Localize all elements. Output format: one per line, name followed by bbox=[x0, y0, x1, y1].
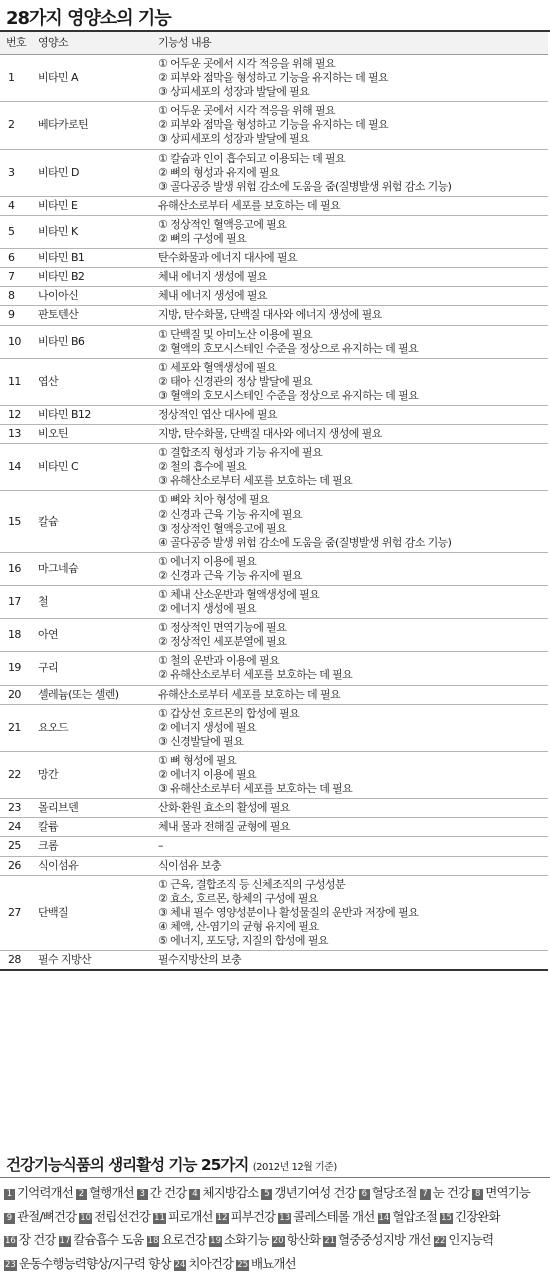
function-item bbox=[79, 1209, 150, 1224]
function-line: 체내 물과 전해질 균형에 필요 bbox=[158, 820, 290, 834]
function-line: ① 갑상선 호르몬의 합성에 필요 bbox=[158, 706, 300, 720]
function-label: 소화기능 bbox=[223, 1232, 269, 1247]
table-row bbox=[0, 268, 548, 287]
function-line: ① 정상적인 면역기능에 필요 bbox=[158, 621, 287, 635]
function-label: 갱년기여성 건강 bbox=[274, 1185, 356, 1200]
row-number: 6 bbox=[0, 249, 32, 268]
table-row bbox=[0, 652, 548, 685]
function-line: ① 결합조직 형성과 기능 유지에 필요 bbox=[158, 446, 323, 460]
function-line: ③ 혈액의 호모시스테인 수준을 정상으로 유지하는 데 필요 bbox=[158, 388, 419, 402]
function-number-badge: 18 bbox=[147, 1236, 159, 1246]
function-line: ② 혈액의 호모시스테인 수준을 정상으로 유지하는 데 필요 bbox=[158, 341, 419, 355]
table-row bbox=[0, 704, 548, 751]
row-number: 21 bbox=[0, 704, 32, 751]
function-label: 혈당조절 bbox=[371, 1185, 417, 1200]
table-row bbox=[0, 249, 548, 268]
function-line: ② 신경과 근육 기능 유지에 필요 bbox=[158, 568, 303, 582]
function-cell bbox=[158, 704, 548, 751]
row-number: 15 bbox=[0, 491, 32, 552]
function-number-badge: 1 bbox=[4, 1189, 15, 1200]
function-label: 긴장완화 bbox=[454, 1208, 500, 1224]
function-item bbox=[147, 1232, 207, 1247]
function-line: ③ 신경발달에 필요 bbox=[158, 734, 244, 748]
function-line: ③ 유해산소로부터 세포를 보호하는 데 필요 bbox=[158, 474, 353, 488]
function-line: ① 단백질 및 아미노산 이용에 필요 bbox=[158, 327, 313, 341]
table-row bbox=[0, 444, 548, 491]
function-line: ④ 체액, 산-염기의 균형 유지에 필요 bbox=[158, 919, 319, 933]
nutrient-name: 구리 bbox=[32, 652, 158, 685]
row-number: 1 bbox=[0, 55, 32, 102]
function-cell bbox=[158, 837, 548, 856]
nutrient-name: 아연 bbox=[32, 619, 158, 652]
table-row bbox=[0, 325, 548, 358]
row-number: 2 bbox=[0, 102, 32, 149]
function-cell bbox=[158, 652, 548, 685]
function-item bbox=[137, 1185, 187, 1200]
function-line: ② 신경과 근육 기능 유지에 필요 bbox=[158, 507, 303, 521]
function-item bbox=[4, 1256, 171, 1271]
row-number: 9 bbox=[0, 306, 32, 325]
function-line: ① 뼈 형성에 필요 bbox=[158, 753, 237, 767]
function-item bbox=[216, 1209, 276, 1224]
function-number-badge: 19 bbox=[210, 1236, 221, 1246]
function-cell bbox=[158, 268, 548, 287]
nutrient-name: 베타카로틴 bbox=[32, 102, 158, 149]
function-line: – bbox=[158, 839, 163, 853]
function-number-badge: 13 bbox=[279, 1212, 291, 1223]
function-cell bbox=[158, 552, 548, 585]
nutrient-name: 비타민 B1 bbox=[32, 249, 158, 268]
row-number: 23 bbox=[0, 799, 32, 818]
function-item bbox=[59, 1232, 144, 1247]
function-item bbox=[472, 1185, 530, 1200]
function-cell bbox=[158, 491, 548, 552]
function-label: 혈압조절 bbox=[392, 1208, 438, 1224]
function-line: 지방, 탄수화물, 단백질 대사와 에너지 생성에 필요 bbox=[158, 427, 382, 441]
table-row bbox=[0, 799, 548, 818]
function-label: 눈 건강 bbox=[432, 1185, 470, 1200]
function-item bbox=[278, 1209, 374, 1224]
nutrient-name: 셀레늄(또는 셀렌) bbox=[32, 685, 158, 704]
row-number: 26 bbox=[0, 856, 32, 875]
row-number: 7 bbox=[0, 268, 32, 287]
table-row bbox=[0, 818, 548, 837]
row-number: 19 bbox=[0, 652, 32, 685]
function-number-badge: 10 bbox=[80, 1212, 92, 1223]
row-number: 13 bbox=[0, 425, 32, 444]
function-label: 피부건강 bbox=[230, 1208, 276, 1224]
table-row bbox=[0, 149, 548, 196]
table-row bbox=[0, 306, 548, 325]
nutrient-name: 크롬 bbox=[32, 837, 158, 856]
table-row bbox=[0, 951, 548, 971]
nutrient-name: 엽산 bbox=[32, 358, 158, 405]
nutrient-name: 비타민 D bbox=[32, 149, 158, 196]
section2-title bbox=[6, 1153, 337, 1175]
nutrient-name: 비타민 A bbox=[32, 55, 158, 102]
function-line: 산화·환원 효소의 활성에 필요 bbox=[158, 801, 290, 815]
function-cell bbox=[158, 306, 548, 325]
function-number-badge: 15 bbox=[441, 1212, 452, 1223]
table-row bbox=[0, 287, 548, 306]
function-line: ① 어두운 곳에서 시각 적응을 위해 필요 bbox=[158, 57, 336, 70]
function-line: ① 근육, 결합조직 등 신체조직의 구성성분 bbox=[158, 877, 346, 891]
function-line: ② 에너지 생성에 필요 bbox=[158, 602, 257, 616]
section2-divider bbox=[0, 1177, 550, 1178]
nutrient-name: 망간 bbox=[32, 751, 158, 798]
function-line: ③ 체내 필수 영양성분이나 활성물질의 운반과 저장에 필요 bbox=[158, 905, 419, 919]
function-number-badge: 3 bbox=[137, 1189, 148, 1200]
table-header-row bbox=[0, 32, 548, 55]
table-row bbox=[0, 196, 548, 215]
function-cell bbox=[158, 358, 548, 405]
function-label: 기억력개선 bbox=[17, 1185, 73, 1200]
table-row bbox=[0, 856, 548, 875]
function-number-badge: 5 bbox=[261, 1189, 272, 1200]
row-number: 3 bbox=[0, 149, 32, 196]
table-row bbox=[0, 55, 548, 102]
nutrient-name: 비타민 K bbox=[32, 215, 158, 248]
nutrient-name: 마그네슘 bbox=[32, 552, 158, 585]
function-number-badge: 22 bbox=[434, 1236, 446, 1246]
function-cell bbox=[158, 818, 548, 837]
row-number: 22 bbox=[0, 751, 32, 798]
function-number-badge: 12 bbox=[216, 1212, 228, 1223]
header-name: 영양소 bbox=[32, 32, 158, 55]
row-number: 17 bbox=[0, 586, 32, 619]
function-line: ② 철의 흡수에 필요 bbox=[158, 460, 247, 474]
function-number-badge: 8 bbox=[472, 1189, 483, 1200]
function-cell bbox=[158, 196, 548, 215]
function-line: ② 뼈의 구성에 필요 bbox=[158, 232, 247, 246]
nutrient-name: 철 bbox=[32, 586, 158, 619]
nutrient-name: 판토텐산 bbox=[32, 306, 158, 325]
function-cell bbox=[158, 619, 548, 652]
function-line: 탄수화물과 에너지 대사에 필요 bbox=[158, 251, 298, 265]
nutrient-name: 비타민 B6 bbox=[32, 325, 158, 358]
row-number: 12 bbox=[0, 405, 32, 424]
function-line: 식이섬유 보충 bbox=[158, 858, 222, 872]
nutrient-name: 식이섬유 bbox=[32, 856, 158, 875]
function-item bbox=[434, 1232, 494, 1247]
function-cell bbox=[158, 799, 548, 818]
function-item bbox=[261, 1185, 355, 1200]
function-label: 칼슘흡수 도움 bbox=[73, 1232, 144, 1247]
row-number: 10 bbox=[0, 325, 32, 358]
function-line: ② 태아 신경관의 정상 발달에 필요 bbox=[158, 374, 313, 388]
nutrient-name: 단백질 bbox=[32, 875, 158, 950]
function-number-badge: 4 bbox=[189, 1189, 200, 1200]
function-label: 간 건강 bbox=[149, 1185, 187, 1200]
function-number-badge: 20 bbox=[272, 1236, 284, 1246]
function-item bbox=[378, 1209, 438, 1224]
function-number-badge: 6 bbox=[359, 1189, 370, 1200]
function-item bbox=[4, 1232, 55, 1247]
section2-heading: 건강기능식품의 생리활성 기능 25가지 bbox=[6, 1156, 249, 1174]
function-line: ② 피부와 점막을 형성하고 기능을 유지하는 데 필요 bbox=[158, 71, 389, 85]
function-item bbox=[236, 1256, 296, 1271]
function-label: 항산화 bbox=[286, 1232, 321, 1247]
nutrient-name: 칼륨 bbox=[32, 818, 158, 837]
function-line: ② 효소, 호르몬, 항체의 구성에 필요 bbox=[158, 891, 318, 905]
function-cell bbox=[158, 425, 548, 444]
function-cell bbox=[158, 325, 548, 358]
table-row bbox=[0, 875, 548, 950]
function-line: ① 철의 운반과 이용에 필요 bbox=[158, 654, 280, 668]
function-item bbox=[4, 1209, 76, 1224]
table-row bbox=[0, 491, 548, 552]
function-line: ① 칼슘과 인이 흡수되고 이용되는 데 필요 bbox=[158, 151, 346, 165]
function-label: 혈중중성지방 개선 bbox=[338, 1232, 431, 1247]
function-line: 필수지방산의 보충 bbox=[158, 953, 242, 967]
function-list bbox=[4, 1181, 548, 1275]
nutrient-name: 필수 지방산 bbox=[32, 951, 158, 971]
function-line: 체내 에너지 생성에 필요 bbox=[158, 270, 267, 284]
row-number: 11 bbox=[0, 358, 32, 405]
function-item bbox=[174, 1256, 234, 1271]
function-number-badge: 17 bbox=[59, 1236, 71, 1246]
function-line: 유해산소로부터 세포를 보호하는 데 필요 bbox=[158, 687, 341, 701]
function-line: 유해산소로부터 세포를 보호하는 데 필요 bbox=[158, 198, 341, 212]
function-number-badge: 7 bbox=[420, 1189, 431, 1200]
function-label: 콜레스테롤 개선 bbox=[293, 1208, 375, 1224]
function-line: ② 에너지 이용에 필요 bbox=[158, 768, 257, 782]
function-item bbox=[420, 1185, 470, 1200]
function-line: ③ 상피세포의 성장과 발달에 필요 bbox=[158, 85, 310, 99]
nutrient-name: 나이아신 bbox=[32, 287, 158, 306]
function-cell bbox=[158, 875, 548, 950]
function-label: 인지능력 bbox=[448, 1232, 494, 1247]
function-label: 배뇨개선 bbox=[251, 1255, 296, 1271]
table-row bbox=[0, 619, 548, 652]
function-line: ② 유해산소로부터 세포를 보호하는 데 필요 bbox=[158, 668, 353, 682]
row-number: 8 bbox=[0, 287, 32, 306]
table-row bbox=[0, 837, 548, 856]
function-line: ① 정상적인 혈액응고에 필요 bbox=[158, 217, 287, 231]
row-number: 4 bbox=[0, 196, 32, 215]
function-item bbox=[323, 1232, 430, 1247]
function-cell bbox=[158, 856, 548, 875]
nutrient-name: 비타민 C bbox=[32, 444, 158, 491]
table-row bbox=[0, 102, 548, 149]
row-number: 24 bbox=[0, 818, 32, 837]
nutrient-name: 비타민 E bbox=[32, 196, 158, 215]
function-line: ③ 골다공증 발생 위험 감소에 도움을 줌(질병발생 위험 감소 기능) bbox=[158, 179, 452, 193]
function-label: 장 건강 bbox=[18, 1232, 56, 1247]
function-item bbox=[359, 1185, 417, 1200]
function-line: ② 뼈의 형성과 유지에 필요 bbox=[158, 165, 280, 179]
nutrient-name: 요오드 bbox=[32, 704, 158, 751]
function-line: ② 에너지 생성에 필요 bbox=[158, 720, 257, 734]
function-cell bbox=[158, 405, 548, 424]
nutrient-name: 비타민 B12 bbox=[32, 405, 158, 424]
function-item bbox=[209, 1232, 269, 1247]
function-line: ① 에너지 이용에 필요 bbox=[158, 554, 257, 568]
nutrient-name: 비오틴 bbox=[32, 425, 158, 444]
table-row bbox=[0, 425, 548, 444]
function-label: 면역기능 bbox=[485, 1185, 530, 1200]
nutrient-name: 칼슘 bbox=[32, 491, 158, 552]
row-number: 20 bbox=[0, 685, 32, 704]
function-cell bbox=[158, 444, 548, 491]
function-line: ① 세포와 혈액생성에 필요 bbox=[158, 360, 277, 374]
function-line: 정상적인 엽산 대사에 필요 bbox=[158, 407, 277, 421]
function-label: 관절/뼈건강 bbox=[17, 1208, 77, 1224]
row-number: 5 bbox=[0, 215, 32, 248]
function-line: ⑤ 에너지, 포도당, 지질의 합성에 필요 bbox=[158, 933, 328, 947]
function-line: ① 어두운 곳에서 시각 적응을 위해 필요 bbox=[158, 104, 336, 118]
nutrient-name: 몰리브덴 bbox=[32, 799, 158, 818]
page-title: 28가지 영양소의 기능 bbox=[6, 8, 171, 29]
function-label: 요로건강 bbox=[161, 1232, 207, 1247]
function-label: 치아건강 bbox=[188, 1255, 234, 1271]
table-row bbox=[0, 552, 548, 585]
function-item bbox=[189, 1185, 258, 1200]
function-line: ④ 골다공증 발생 위험 감소에 도움을 줌(질병발생 위험 감소 기능) bbox=[158, 535, 452, 549]
function-number-badge: 25 bbox=[237, 1259, 249, 1270]
header-func: 기능성 내용 bbox=[158, 32, 548, 55]
function-label: 운동수행능력향상/지구력 향상 bbox=[18, 1255, 171, 1271]
nutrient-name: 비타민 B2 bbox=[32, 268, 158, 287]
function-cell bbox=[158, 249, 548, 268]
table-row bbox=[0, 685, 548, 704]
function-cell bbox=[158, 751, 548, 798]
function-number-badge: 24 bbox=[174, 1259, 186, 1270]
function-number-badge: 14 bbox=[378, 1212, 390, 1223]
function-cell bbox=[158, 149, 548, 196]
header-num: 번호 bbox=[0, 32, 32, 55]
function-cell bbox=[158, 685, 548, 704]
function-line: ③ 상피세포의 성장과 발달에 필요 bbox=[158, 132, 310, 146]
function-cell bbox=[158, 951, 548, 971]
table-row bbox=[0, 358, 548, 405]
section2-note: (2012년 12월 기준) bbox=[252, 1162, 337, 1173]
function-item bbox=[153, 1209, 213, 1224]
function-item bbox=[76, 1185, 134, 1200]
function-line: ③ 유해산소로부터 세포를 보호하는 데 필요 bbox=[158, 782, 353, 796]
row-number: 14 bbox=[0, 444, 32, 491]
row-number: 27 bbox=[0, 875, 32, 950]
table-row bbox=[0, 215, 548, 248]
row-number: 28 bbox=[0, 951, 32, 971]
function-cell bbox=[158, 55, 548, 102]
table-row bbox=[0, 586, 548, 619]
function-line: ② 정상적인 세포분열에 필요 bbox=[158, 635, 287, 649]
function-number-badge: 23 bbox=[5, 1259, 16, 1270]
row-number: 18 bbox=[0, 619, 32, 652]
function-number-badge: 2 bbox=[76, 1189, 87, 1200]
function-line: ① 체내 산소운반과 혈액생성에 필요 bbox=[158, 588, 320, 601]
function-number-badge: 11 bbox=[154, 1212, 165, 1223]
function-cell bbox=[158, 287, 548, 306]
function-cell bbox=[158, 102, 548, 149]
function-line: 체내 에너지 생성에 필요 bbox=[158, 289, 267, 303]
function-number-badge: 16 bbox=[5, 1236, 16, 1246]
function-line: ② 피부와 점막을 형성하고 기능을 유지하는 데 필요 bbox=[158, 118, 389, 132]
function-number-badge: 21 bbox=[324, 1236, 336, 1246]
table-row bbox=[0, 405, 548, 424]
function-line: ③ 정상적인 혈액응고에 필요 bbox=[158, 521, 287, 535]
function-item bbox=[272, 1232, 320, 1247]
function-label: 혈행개선 bbox=[88, 1185, 134, 1200]
function-label: 전립선건강 bbox=[94, 1208, 150, 1224]
function-cell bbox=[158, 215, 548, 248]
nutrient-table bbox=[0, 32, 548, 971]
function-item bbox=[440, 1209, 500, 1224]
table-body bbox=[0, 55, 548, 971]
function-number-badge: 9 bbox=[4, 1213, 15, 1224]
function-line: ① 뼈와 치아 형성에 필요 bbox=[158, 493, 270, 507]
function-label: 피로개선 bbox=[167, 1208, 213, 1224]
function-item bbox=[4, 1185, 73, 1200]
row-number: 16 bbox=[0, 552, 32, 585]
table-row bbox=[0, 751, 548, 798]
row-number: 25 bbox=[0, 837, 32, 856]
function-label: 체지방감소 bbox=[202, 1185, 259, 1200]
function-line: 지방, 탄수화물, 단백질 대사와 에너지 생성에 필요 bbox=[158, 308, 382, 322]
function-cell bbox=[158, 586, 548, 619]
